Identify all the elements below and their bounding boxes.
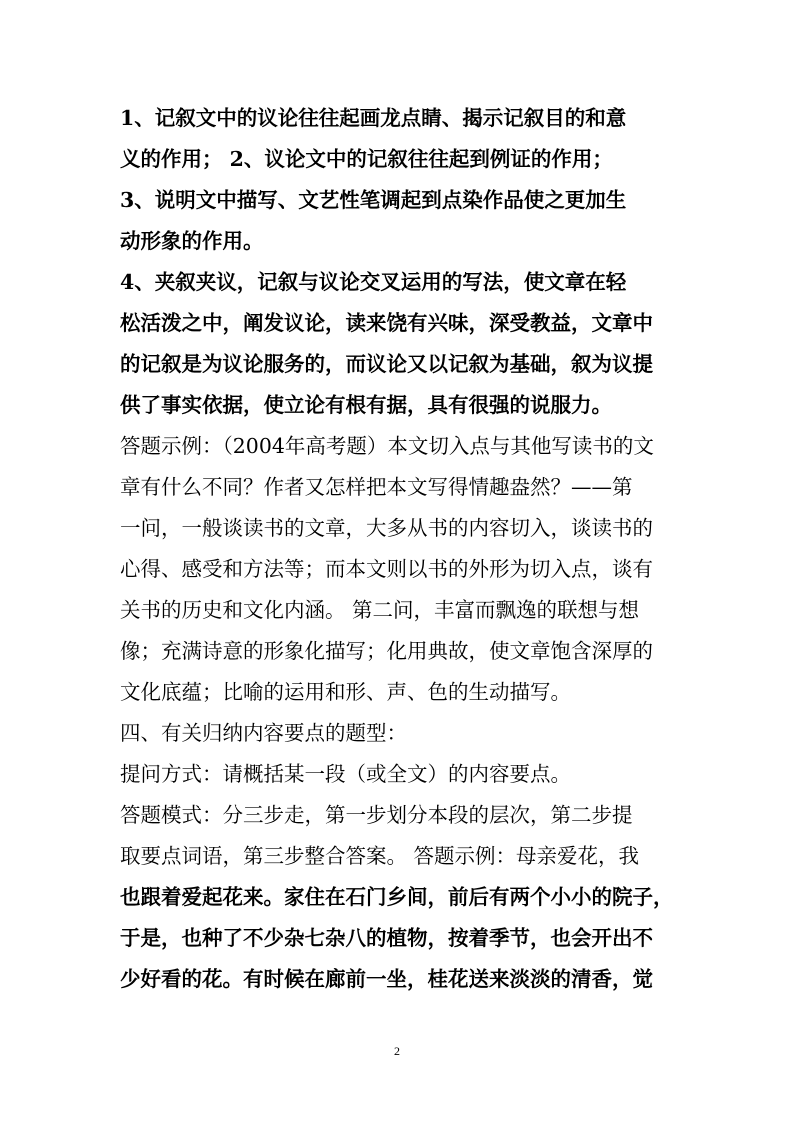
text-line: 也跟着爱起花来。家住在石门乡间，前后有两个小小的院子，	[120, 885, 674, 909]
text-line: 像；充满诗意的形象化描写；化用典故，使文章饱含深厚的	[120, 639, 653, 663]
text-line: 的记叙是为议论服务的，而议论又以记叙为基础，叙为议提	[120, 352, 653, 376]
text-line: 动形象的作用。	[120, 229, 264, 253]
text-line: 3、说明文中描写、文艺性笔调起到点染作品使之更加生	[120, 188, 627, 212]
text-line: 取要点词语，第三步整合答案。 答题示例：母亲爱花，我	[120, 844, 640, 868]
text-line: 关书的历史和文化内涵。 第二问，丰富而飘逸的联想与想	[120, 598, 640, 622]
text-line: 答题模式：分三步走，第一步划分本段的层次，第二步提	[120, 803, 633, 827]
text-line: 4、夹叙夹议，记叙与议论交叉运用的写法，使文章在轻	[120, 270, 627, 294]
text-line: 义的作用； 2、议论文中的记叙往往起到例证的作用；	[120, 147, 613, 171]
text-line: 于是，也种了不少杂七杂八的植物，按着季节，也会开出不	[120, 926, 653, 950]
text-line: 一问，一般谈读书的文章，大多从书的内容切入，谈读书的	[120, 516, 653, 540]
text-line: 心得、感受和方法等；而本文则以书的外形为切入点，谈有	[120, 557, 653, 581]
text-line: 供了事实依据，使立论有根有据，具有很强的说服力。	[120, 393, 612, 417]
text-line: 文化底蕴；比喻的运用和形、声、色的生动描写。	[120, 680, 571, 704]
text-line: 答题示例：（2004年高考题）本文切入点与其他写读书的文	[120, 434, 654, 458]
text-line: 提问方式：请概括某一段（或全文）的内容要点。	[120, 762, 571, 786]
text-line: 章有什么不同？作者又怎样把本文写得情趣盎然？——第	[120, 475, 633, 499]
text-line: 1、记叙文中的议论往往起画龙点睛、揭示记叙目的和意	[120, 106, 627, 130]
section-heading: 四、有关归纳内容要点的题型：	[120, 721, 407, 745]
text-line: 少好看的花。有时候在廊前一坐，桂花送来淡淡的清香，觉	[120, 967, 653, 991]
page-number: 2	[394, 1044, 400, 1058]
body-text	[120, 98, 674, 1000]
text-line: 松活泼之中，阐发议论，读来饶有兴味，深受教益，文章中	[120, 311, 653, 335]
